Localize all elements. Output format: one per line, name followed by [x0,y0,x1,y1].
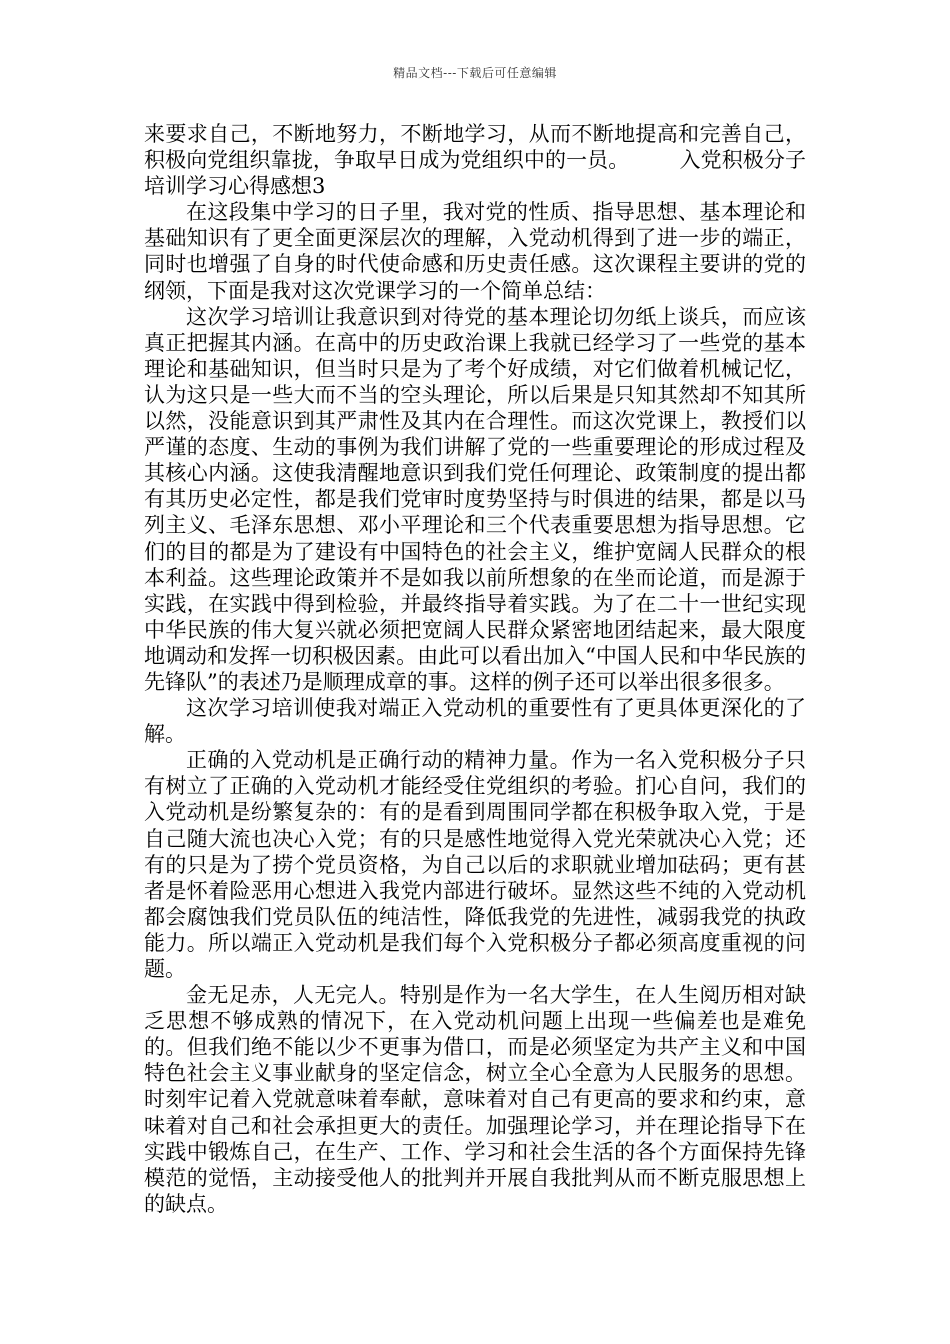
body-paragraph: 这次学习培训使我对端正入党动机的重要性有了更具体更深化的了解。 [144,696,806,747]
intro-paragraph [144,121,806,199]
body-paragraph: 在这段集中学习的日子里，我对党的性质、指导思想、基本理论和基础知识有了更全面更深层次的理解，入党动机得到了进一步的端正，同时也增强了自身的时代使命感和历史责任感。这次课程主要讲的党的纲领，下面是我对这次党课学习的一个简单总结： [144,200,806,303]
section-title: 入党积极分子培训学习心得感想3 [144,148,807,199]
body-paragraph: 金无足赤，人无完人。特别是作为一名大学生，在人生阅历相对缺乏思想不够成熟的情况下，在入党动机问题上出现一些偏差也是难免的。但我们绝不能以少不更事为借口，而是必须坚定为共产主义和中国特色社会主义事业献身的坚定信念，树立全心全意为人民服务的思想。时刻牢记着入党就意味着奉献，意味着对自己有更高的要求和约束，意味着对自己和社会承担更大的责任。加强理论学习，并在理论指导下在实践中锻炼自己，在生产、工作、学习和社会生活的各个方面保持先锋模范的觉悟，主动接受他人的批判并开展自我批判从而不断克服思想上的缺点。 [144,983,806,1216]
page-header: 精品文档---下载后可任意编辑 [393,66,557,80]
intro-text: 来要求自己，不断地努力，不断地学习，从而不断地提高和完善自己，积极向党组织靠拢，争取早日成为党组织中的一员。 [144,122,806,173]
body-paragraph: 这次学习培训让我意识到对待党的基本理论切勿纸上谈兵，而应该真正把握其内涵。在高中的历史政治课上我就已经学习了一些党的基本理论和基础知识，但当时只是为了考个好成绩，对它们做着机械记忆，认为这只是一些大而不当的空头理论，所以后果是只知其然却不知其所以然，没能意识到其严肃性及其内在合理性。而这次党课上，教授们以严谨的态度、生动的事例为我们讲解了党的一些重要理论的形成过程及其核心内涵。这使我清醒地意识到我们党任何理论、政策制度的提出都有其历史必定性，都是我们党审时度势坚持与时俱进的结果，都是以马列主义、毛泽东思想、邓小平理论和三个代表重要思想为指导思想。它们的目的都是为了建设有中国特色的社会主义，维护宽阔人民群众的根本利益。这些理论政策并不是如我以前所想象的在坐而论道，而是源于实践，在实践中得到检验，并最终指导着实践。为了在二十一世纪实现中华民族的伟大复兴就必须把宽阔人民群众紧密地团结起来，最大限度地调动和发挥一切积极因素。由此可以看出加入“中国人民和中华民族的先锋队”的表述乃是顺理成章的事。这样的例子还可以举出很多很多。 [144,304,806,694]
body-paragraph: 正确的入党动机是正确行动的精神力量。作为一名入党积极分子只有树立了正确的入党动机才能经受住党组织的考验。扪心自问，我们的入党动机是纷繁复杂的：有的是看到周围同学都在积极争取入党，于是自己随大流也决心入党；有的只是感性地觉得入党光荣就决心入党；还有的只是为了捞个党员资格，为自己以后的求职就业增加砝码；更有甚者是怀着险恶用心想进入我党内部进行破坏。显然这些不纯的入党动机都会腐蚀我们党员队伍的纯洁性，降低我党的先进性，减弱我党的执政能力。所以端正入党动机是我们每个入党积极分子都必须高度重视的问题。 [144,748,806,981]
document-body [144,121,806,1217]
